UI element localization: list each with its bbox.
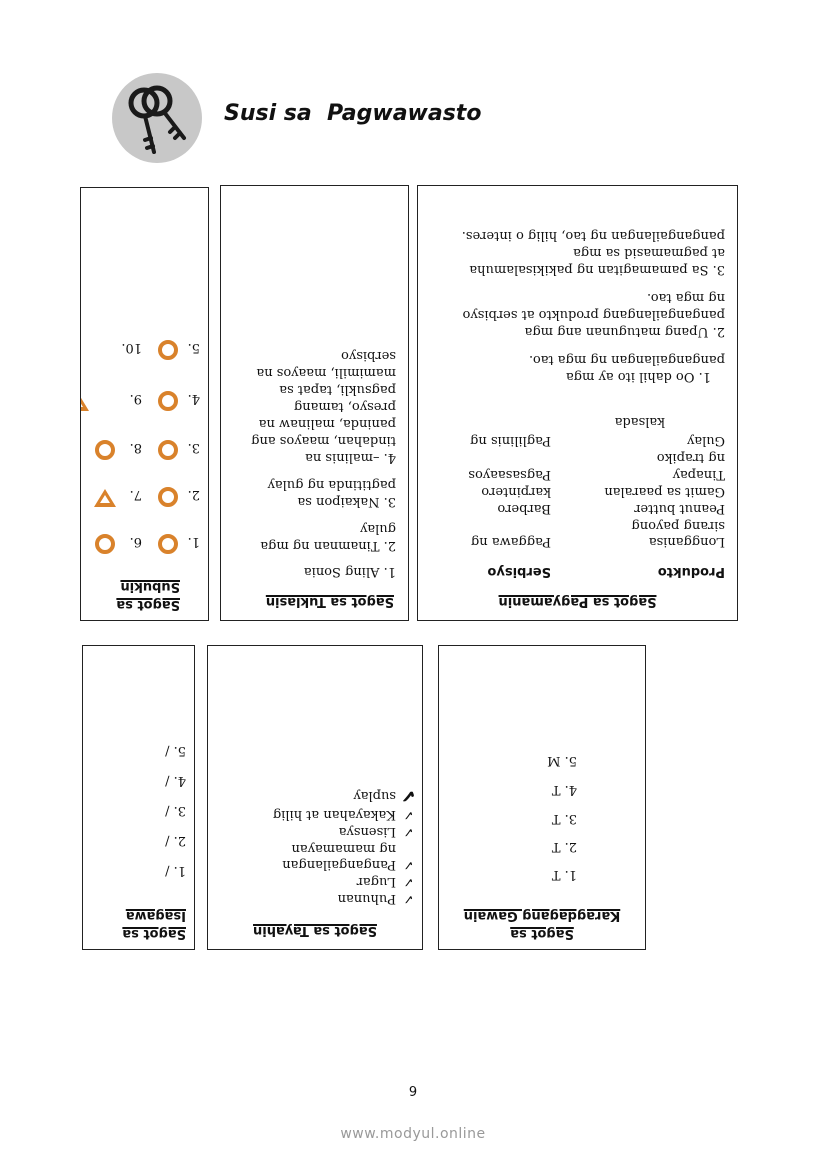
tuklasin-line: mamimili, maayos na [256,365,396,380]
subukin-number: 5. [187,340,200,355]
bold-check-icon: ✔ [400,785,416,806]
check-icon: ✓ [403,874,414,889]
isagawa-line: 3. / [165,803,186,818]
isagawa-line: 1. / [165,863,186,878]
subukin-number: 6. [129,534,142,549]
subukin-number: 2. [187,487,200,502]
serbisyo-cell: ng trapiko [656,450,725,465]
check-icon: ✓ [403,891,414,906]
tayahin-item: Lisensya [338,824,396,839]
tuklasin-line: serbisyo [341,348,396,363]
produkto-cell: Gamit sa paaralan [604,484,725,499]
tuklasin-box [220,185,409,621]
tuklasin-line: presyo, tamang [293,399,396,414]
subukin-number: 10. [121,340,142,355]
karagdagang-line: 2. T [551,839,577,854]
circle-mark-icon [95,440,115,460]
tuklasin-line: tindahan, maayos ang [251,433,396,448]
isagawa-title-line1: Sagot sa [122,926,186,941]
pagyamanin-box [417,185,738,621]
page-title: Susi sa Pagwawasto [224,101,482,126]
serbisyo-cell: Pagsasaayos [468,467,551,482]
tuklasin-line: gulay [360,521,396,536]
serbisyo-cell: kalsada [614,414,665,429]
circle-mark-icon [158,534,178,554]
triangle-mark-icon [94,489,116,507]
subukin-title-line1: Sagot sa [116,597,180,612]
triangle-mark-icon [80,393,89,411]
tuklasin-line: 1. Aling Sonia [303,564,396,579]
col-header-serbisyo: Serbisyo [487,564,551,579]
tayahin-item: ng mamamayan [291,841,396,856]
subukin-number: 3. [187,440,200,455]
serbisyo-cell: Paglilinis ng [470,433,551,448]
serbisyo-cell: karpintero [481,484,551,499]
produkto-cell: Tinapay [672,467,725,482]
keys-icon [111,72,203,164]
serbisyo-cell: Barbero [497,501,551,516]
check-icon: ✓ [403,824,414,839]
subukin-number: 8. [129,440,142,455]
produkto-cell: Peanut butter [634,501,725,516]
subukin-box [80,187,209,621]
karagdagang-title-line2: Karagdagang Gawain [463,908,621,923]
tuklasin-line: 2. Tinamnan ng mga [260,538,396,553]
tuklasin-line: 3. Nakaipon sa [297,494,396,509]
produkto-cell: Gulay [686,433,725,448]
tayahin-item: Lugar [356,874,396,889]
answer-line: ng mga tao. [646,290,725,305]
answer-line: pangangailangan ng tao, hilig o interes. [461,228,725,243]
karagdagang-line: 5. M [547,753,577,768]
subukin-number: 4. [187,391,200,406]
karagdagang-title-line1: Sagot sa [510,926,574,941]
pagyamanin-title: Sagot sa Pagyamanin [498,594,657,609]
watermark: www.modyul.online [340,1126,486,1142]
tuklasin-line: pagsukli, tapat sa [279,382,396,397]
circle-mark-icon [95,534,115,554]
isagawa-box [82,645,195,950]
col-header-produkto: Produkto [657,564,725,579]
page-number: 9 [408,1085,418,1100]
tayahin-title: Sagot sa Tayahin [253,923,377,938]
answer-line: pangangailangan ng mga tao. [528,352,725,367]
karagdagang-line: 4. T [551,782,577,797]
subukin-number: 1. [187,534,200,549]
tayahin-item: Kakayahan at hilig [272,807,396,822]
answer-line: 2. Upang matugunan ang mga [524,324,725,339]
answer-line: 1. Oo dahil ito ay mga [565,369,711,384]
tuklasin-line: 4. –malinis na [305,450,396,465]
tuklasin-line: pagtitinda ng gulay [267,477,396,492]
check-icon: ✓ [403,807,414,822]
isagawa-title-line2: Isagawa [125,908,186,923]
circle-mark-icon [158,487,178,507]
karagdagang-box [438,645,646,950]
tayahin-box [207,645,423,950]
tuklasin-title: Sagot sa Tuklasin [265,594,394,609]
circle-mark-icon [158,391,178,411]
serbisyo-cell: sirang payong [631,518,725,533]
serbisyo-cell: Paggawa ng [470,534,551,549]
karagdagang-line: 3. T [551,811,577,826]
answer-line: 3. Sa pamamagitan ng pakikisalamuha [469,262,725,277]
tayahin-item: Puhunan [337,891,396,906]
answer-line: pangangailangang produkto at serbisyo [462,307,725,322]
circle-mark-icon [158,440,178,460]
isagawa-line: 4. / [165,773,186,788]
answer-line: at pagmamasid sa mga [573,245,725,260]
subukin-number: 7. [129,487,142,502]
check-icon: ✓ [403,857,414,872]
tayahin-item: Pangangailangan [282,857,396,872]
circle-mark-icon [158,340,178,360]
tayahin-item: suplay [353,788,396,803]
produkto-cell: Longganisa [648,534,725,549]
tuklasin-line: paninda, malinaw na [258,416,396,431]
subukin-title-line2: Subukin [120,579,180,594]
subukin-number: 9. [129,391,142,406]
isagawa-line: 5. / [165,743,186,758]
karagdagang-line: 1. T [551,867,577,882]
isagawa-line: 2. / [165,833,186,848]
